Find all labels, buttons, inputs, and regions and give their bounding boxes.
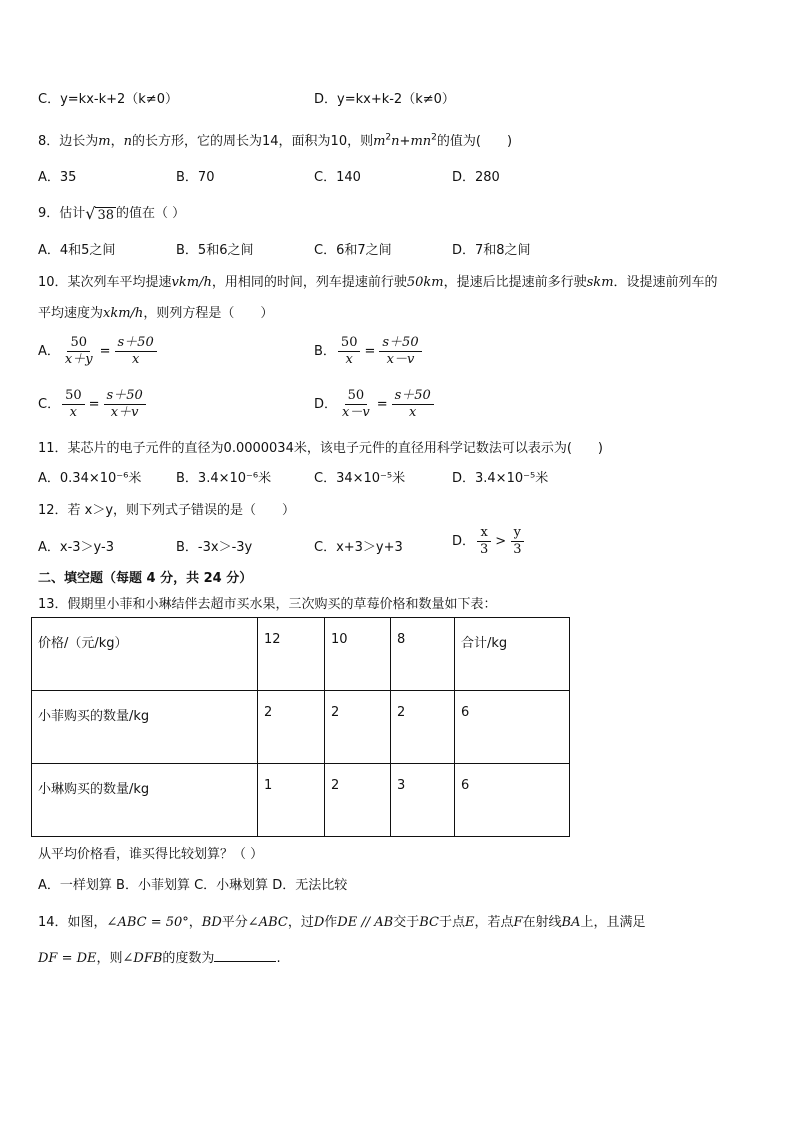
fraction: $\frac{s+50}{x-v}$ (379, 336, 421, 367)
q12-option-a: A．x-3＞y-3 (38, 540, 114, 555)
table-cell: 8 (391, 618, 455, 691)
fraction: $\frac{50}{x}$ (338, 336, 361, 367)
q10-option-a: A． $\frac{50}{x+y}$ = $\frac{s+50}{x}$ (38, 336, 159, 367)
table-cell: 3 (391, 764, 455, 837)
q13-question: 从平均价格看，谁买得比较划算？（ ） (38, 847, 264, 862)
table-cell: 2 (325, 764, 391, 837)
table-cell: 1 (258, 764, 325, 837)
q8-option-a: A．35 (38, 170, 77, 185)
fraction: $\frac{s+50}{x}$ (115, 336, 157, 367)
table-row (32, 691, 570, 764)
q10-option-b: B． $\frac{50}{x}$ = $\frac{s+50}{x-v}$ (314, 336, 424, 367)
q11-stem: 11．某芯片的电子元件的直径为0.0000034米，该电子元件的直径用科学记数法可以表示为( ) (38, 441, 603, 456)
q11-option-a: A．0.34×10⁻⁶米 (38, 471, 142, 486)
table-cell: 2 (391, 691, 455, 764)
q11-option-b: B．3.4×10⁻⁶米 (176, 471, 272, 486)
answer-blank[interactable] (214, 949, 276, 962)
fraction: $\frac{50}{x}$ (62, 389, 85, 420)
q10-stem-line2: 平均速度为xkm/h，则列方程是（ ） (38, 306, 274, 321)
table-row (32, 618, 570, 691)
table-cell: 2 (258, 691, 325, 764)
q8-option-c: C．140 (314, 170, 361, 185)
q13-options: A．一样划算 B．小菲划算 C．小琳划算 D．无法比较 (38, 878, 348, 893)
table-cell: 6 (455, 764, 570, 837)
sqrt-symbol: √ 38 (85, 204, 115, 223)
fraction: $\frac{x}{3}$ (477, 526, 491, 557)
q12-option-c: C．x+3＞y+3 (314, 540, 403, 555)
table-cell: 6 (455, 691, 570, 764)
fraction: $\frac{s+50}{x}$ (392, 389, 434, 420)
q7-option-c: C．y=kx-k+2（k≠0） (38, 92, 178, 107)
price-table (31, 617, 570, 837)
q9-stem: 9．估计√ 38 的值在（ ） (38, 204, 186, 223)
q8-stem: 8．边长为m，n的长方形，它的周长为14，面积为10，则$m^2n+mn^2$的值为( ) (38, 132, 513, 149)
q9-option-a: A．4和5之间 (38, 243, 116, 258)
q10-option-d: D． $\frac{50}{x-v}$ = $\frac{s+50}{x}$ (314, 389, 436, 420)
table-cell: 10 (325, 618, 391, 691)
fraction: $\frac{50}{x+y}$ (64, 335, 93, 367)
q9-option-b: B．5和6之间 (176, 243, 254, 258)
fraction: $\frac{s+50}{x+v}$ (104, 389, 146, 420)
q14-stem-line1: 14．如图，∠ABC = 50°，BD平分∠ABC，过D作DE // AB交于BC于点E，若点F在射线BA上，且满足 (38, 915, 646, 930)
table-cell: 价格/（元/kg） (32, 618, 258, 691)
table-cell: 小菲购买的数量/kg (32, 691, 258, 764)
table-cell: 小琳购买的数量/kg (32, 764, 258, 837)
q7-option-d: D．y=kx+k-2（k≠0） (314, 92, 455, 107)
q14-stem-line2: DF = DE，则∠DFB的度数为 . (38, 951, 281, 966)
q13-stem: 13．假期里小菲和小琳结伴去超市买水果，三次购买的草莓价格和数量如下表： (38, 597, 497, 612)
q12-stem: 12．若 x＞y，则下列式子错误的是（ ） (38, 503, 296, 518)
q10-option-c: C． $\frac{50}{x}$ = $\frac{s+50}{x+v}$ (38, 389, 148, 420)
q8-option-d: D．280 (452, 170, 500, 185)
fraction: $\frac{y}{3}$ (510, 526, 524, 557)
q10-stem-line1: 10．某次列车平均提速vkm/h，用相同的时间，列车提速前行驶50km，提速后比提速前多行驶skm．设提速前列车的 (38, 275, 718, 290)
table-cell: 12 (258, 618, 325, 691)
q11-option-c: C．34×10⁻⁵米 (314, 471, 406, 486)
q12-option-d: D． $\frac{x}{3}$ > $\frac{y}{3}$ (452, 526, 526, 557)
q12-option-b: B．-3x＞-3y (176, 540, 253, 555)
q11-option-d: D．3.4×10⁻⁵米 (452, 471, 549, 486)
fraction: $\frac{50}{x-v}$ (342, 388, 370, 420)
q9-option-c: C．6和7之间 (314, 243, 392, 258)
q9-option-d: D．7和8之间 (452, 243, 531, 258)
table-cell: 2 (325, 691, 391, 764)
q8-option-b: B．70 (176, 170, 215, 185)
table-row (32, 764, 570, 837)
table-cell: 合计/kg (455, 618, 570, 691)
section-title: 二、填空题（每题 4 分，共 24 分） (38, 571, 253, 586)
